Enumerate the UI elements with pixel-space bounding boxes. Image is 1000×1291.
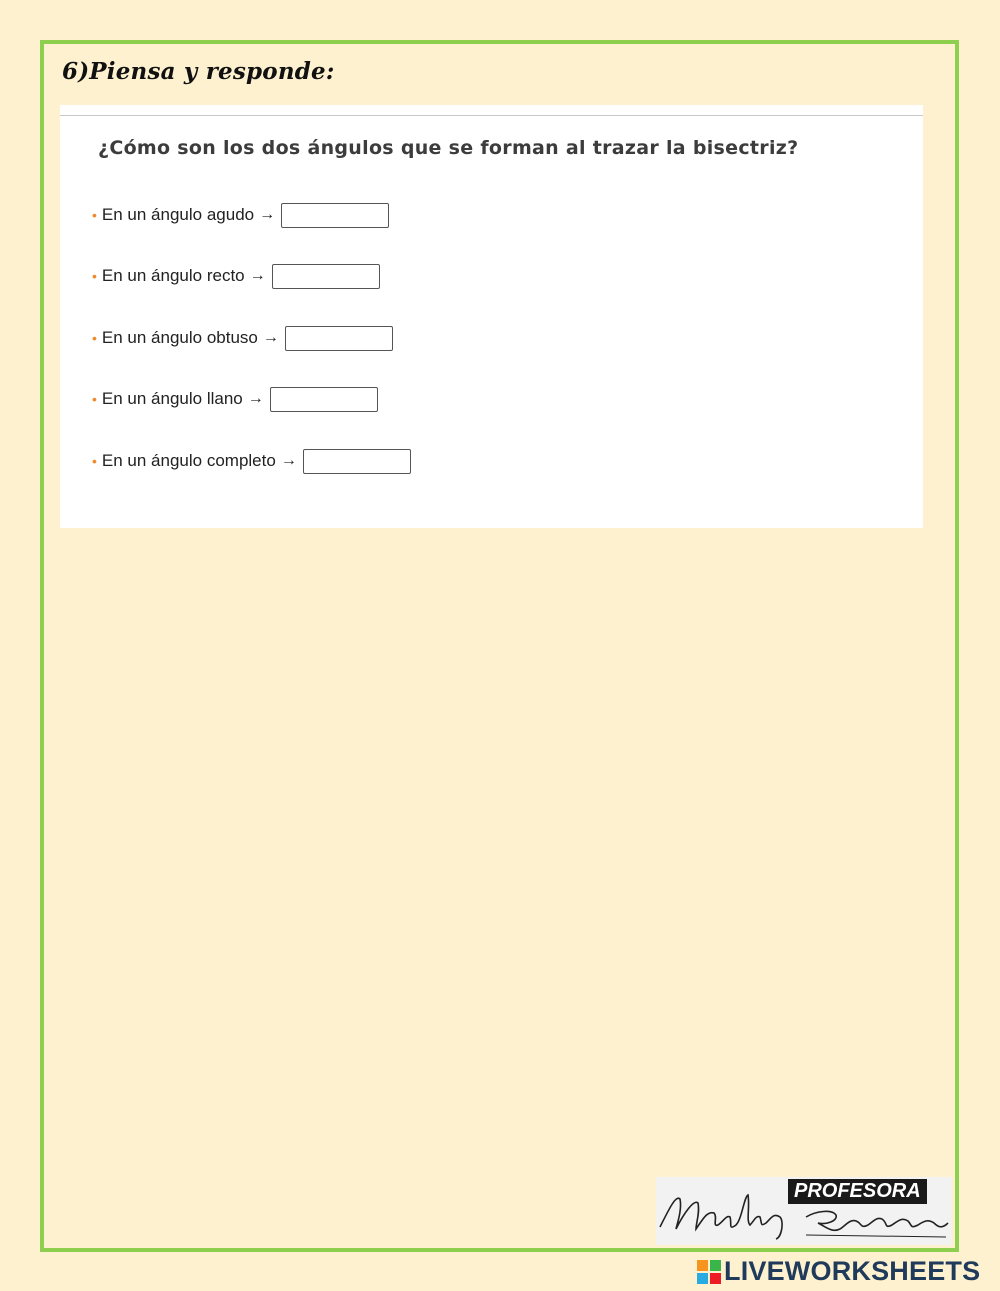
bullet-icon: • (92, 268, 97, 284)
answer-input-completo[interactable] (303, 449, 411, 474)
arrow-icon: → (262, 329, 279, 346)
arrow-icon: → (280, 452, 297, 469)
card-divider (60, 115, 923, 116)
brand-name: LIVEWORKSHEETS (724, 1256, 981, 1286)
answer-row-recto (92, 262, 380, 290)
answer-row-llano (92, 385, 378, 413)
answer-label: En un ángulo completo (101, 451, 276, 470)
bullet-icon: • (92, 330, 97, 346)
logo-badge: PROFESORA (788, 1179, 927, 1204)
answer-row-obtuso (92, 324, 393, 352)
answer-label: En un ángulo llano (101, 389, 243, 408)
answer-input-llano[interactable] (270, 387, 378, 412)
bullet-icon: • (92, 391, 97, 407)
exercise-heading: 6)Piensa y responde: (62, 58, 335, 85)
answer-label: En un ángulo recto (101, 266, 245, 285)
bullet-icon: • (92, 453, 97, 469)
answer-row-completo (92, 447, 411, 475)
liveworksheets-brand (697, 1256, 980, 1287)
exercise-card (60, 105, 923, 528)
arrow-icon: → (259, 206, 276, 223)
answer-row-agudo (92, 201, 389, 229)
answer-input-obtuso[interactable] (285, 326, 393, 351)
answer-input-agudo[interactable] (281, 203, 389, 228)
arrow-icon: → (247, 390, 264, 407)
bullet-icon: • (92, 207, 97, 223)
arrow-icon: → (249, 267, 266, 284)
answer-label: En un ángulo obtuso (101, 328, 258, 347)
liveworksheets-logo-icon (697, 1260, 721, 1284)
answer-label: En un ángulo agudo (101, 205, 255, 224)
teacher-logo (656, 1177, 952, 1245)
question-text: ¿Cómo son los dos ángulos que se forman al trazar la bisectriz? (98, 137, 799, 159)
answer-input-recto[interactable] (272, 264, 380, 289)
